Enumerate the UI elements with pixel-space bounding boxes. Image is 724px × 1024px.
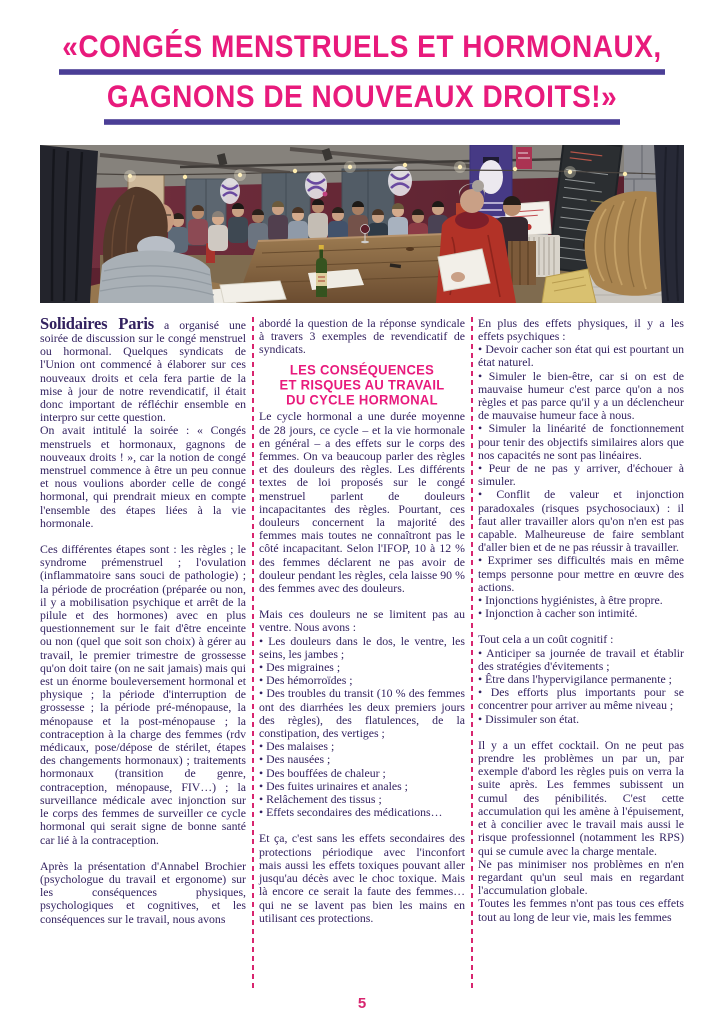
bullet-item: • Des efforts plus importants pour se concentrer pour arriver au même niveau ; xyxy=(478,685,684,713)
bullet-item: • Des nausées ; xyxy=(259,752,331,767)
bullet-item: • Des bouffées de chaleur ; xyxy=(259,765,386,780)
bullet-item: • Les douleurs dans le dos, le ventre, les seins, les jambes ; xyxy=(259,633,465,661)
page-title-line-1: «CONGÉS MENSTRUELS ET HORMONAUX, xyxy=(59,30,664,75)
paragraph: En plus des effets physiques, il y a les effets psychiques : xyxy=(478,316,684,343)
bullet-item: • Des migraines ; xyxy=(259,660,341,675)
paragraph: Mais ces douleurs ne se limitent pas au ventre. Nous avons : xyxy=(259,607,465,635)
paragraph: abordé la question de la réponse syndicale à travers 3 exemples de revendicatif de syndicats. xyxy=(259,316,465,357)
column-1 xyxy=(40,317,246,989)
paragraph: Solidaires Paris a organisé une soirée de discussion sur le congé menstruel ou hormonal. Quelques syndicats de l'Union ont commencé à élaborer sur ces nouveaux droits et cela fera partie de la mise à jour de notre revendicatif, il était donc important de réfléchir ensemble en interpro sur cette question. xyxy=(40,317,246,425)
bullet-item: • Anticiper sa journée de travail et établir des stratégies d'évitements ; xyxy=(478,645,684,673)
event-photo xyxy=(40,145,684,303)
page-number: 5 xyxy=(357,995,367,1012)
bullet-item: • Conflit de valeur et injonction paradoxales (risques psychosociaux) : il faut aller travailler alors qu'on n'en est pas capable. Malheureuse de faire semblant d'aller bien et de ne pas réussir à travailler. xyxy=(478,487,684,555)
paragraph: Et ça, c'est sans les effets secondaires des protections périodique avec l'inconfort mais aussi les effets toxiques pouvant aller jusqu'au décès avec le choc toxique. Mais là encore ce serait la faute des femmes… qui ne se lavent pas bien les mains en utilisant ces protections. xyxy=(259,831,465,925)
paragraph: Toutes les femmes n'ont pas tous ces effets tout au long de leur vie, mais les femmes xyxy=(478,896,684,924)
paragraph: On avait intitulé la soirée : « Congés menstruels et hormonaux, gagnons de nouveaux droits ! », car la notion de congé menstruel commence à être un peu connue et nous voulions aborder celle de congé hormonal, qui prendrait mieux en compte l'ensemble des étapes liées à la vie hormonale. xyxy=(40,423,246,530)
paragraph: Ne pas minimiser nos problèmes en n'en regardant qu'un seul mais en regardant l'accumulation globale. xyxy=(478,856,684,898)
page-title-line-2: GAGNONS DE NOUVEAUX DROITS!» xyxy=(104,80,620,125)
bullet-item: • Exprimer ses difficultés mais en même temps personne pour mettre en œuvre des actions. xyxy=(478,553,684,594)
bullet-item: • Dissimuler son état. xyxy=(478,711,580,726)
column-separator-2 xyxy=(465,317,478,989)
bullet-item: • Être dans l'hypervigilance permanente ; xyxy=(478,672,672,687)
left-curtain xyxy=(40,145,98,303)
bullet-item: • Des malaises ; xyxy=(259,739,335,754)
bullet-item: • Relâchement des tissus ; xyxy=(259,792,382,807)
bullet-item: • Devoir cacher son état qui est pourtant un état naturel. xyxy=(478,342,684,370)
bullet-item: • Effets secondaires des médications… xyxy=(259,805,443,820)
paragraph: Le cycle hormonal a une durée moyenne de 28 jours, ce cycle – et la vie hormonale en général – a des effets sur le corps des femmes. On va beaucoup parler des règles et des douleurs des règles. Les différents textes de loi proposés sur le congé menstruel parlent de douleurs incapacitantes des règles. Pourtant, ces douleurs concernent la majorité des femmes mais toutes ne connaîtront pas le côté incapacitant. Selon l'IFOP, 10 à 12 % des femmes déclarent ne pas avoir de douleur pendant les règles, cela laisse 90 % des femmes avec des douleurs. xyxy=(259,409,465,596)
bullet-item: • Des troubles du transit (10 % des femmes ont des diarrhées les deux premiers jours des règles), des flatulences, de la constipation, des vertiges ; xyxy=(259,686,465,741)
article-body xyxy=(40,317,684,989)
bullet-item: • Simuler le bien-être, car si on est de mauvaise humeur c'est parce qu'on a nos règles et pas parce qu'il y a un déclencheur de mauvaise humeur face à nous. xyxy=(478,368,684,423)
bullet-item: • Injonctions hygiénistes, à être propre. xyxy=(478,593,663,608)
column-separator-1 xyxy=(246,317,259,989)
column-3 xyxy=(478,317,684,989)
column-2 xyxy=(259,317,465,989)
bullet-item: • Injonction à cacher son intimité. xyxy=(478,606,638,621)
paragraph: Après la présentation d'Annabel Brochier (psychologue du travail et ergonome) sur les conséquences physiques, psychologiques et cognitives, et les conséquences sur le travail, nous avons xyxy=(40,858,246,926)
page-title xyxy=(0,30,724,121)
bullet-item: • Peur de ne pas y arriver, d'échouer à simuler. xyxy=(478,461,684,489)
lead-in: Solidaires Paris xyxy=(40,316,154,333)
paragraph: Ces différentes étapes sont : les règles ; le syndrome prémenstruel ; l'ovulation (inflammatoire sans souci de pathologie) ; la période de procréation (préparée ou non, il y a mobilisation psychique et arrêt de la pilule et des hormones) avec en plus questionnement sur le fait d'être enceinte ou non (quel que soit son choix) à gérer au travail, le premier trimestre de grossesse qu'on doit taire (on ne sait jamais) mais qui est un énorme bouleversement hormonal et physique ; la période d'interruption de grossesse ; la période pré-ménopause, la ménopause et la post-ménopause ; la contraception à la charge des femmes (rdv médicaux, pose/dépose de stérilet, étapes des changements hormonaux) ; traitements hormonaux (transition de genre, contraception, ménopause, FIV…) ; la surveillance médicale avec injonction sur le corps des femmes de surveiller ce cycle hormonal qui serait signe de bonne santé car lié à la contraception. xyxy=(40,542,246,847)
bullet-item: • Des hémorroïdes ; xyxy=(259,673,353,688)
bullet-item: • Simuler la linéarité de fonctionnement pour tenir des objectifs similaires alors que nos capacités ne sont pas linéaires. xyxy=(478,421,684,462)
section-heading: LES CONSÉQUENCES ET RISQUES AU TRAVAIL DU CYCLE HORMONAL xyxy=(279,361,445,408)
paragraph: Il y a un effet cocktail. On ne peut pas prendre les problèmes un par un, par exemple d'abord les règles puis on verra la suite après. Les femmes subissent un cumul des pénibilités. C'est cette accumulation qui les amène à l'épuisement, et à concilier avec le travail mais aussi le risque professionnel (notamment les RPS) qui se cumule avec la charge mentale. xyxy=(478,737,684,858)
paragraph: Tout cela a un coût cognitif : xyxy=(478,632,614,647)
bullet-item: • Des fuites urinaires et anales ; xyxy=(259,778,408,793)
event-photo-illustration xyxy=(40,145,684,303)
